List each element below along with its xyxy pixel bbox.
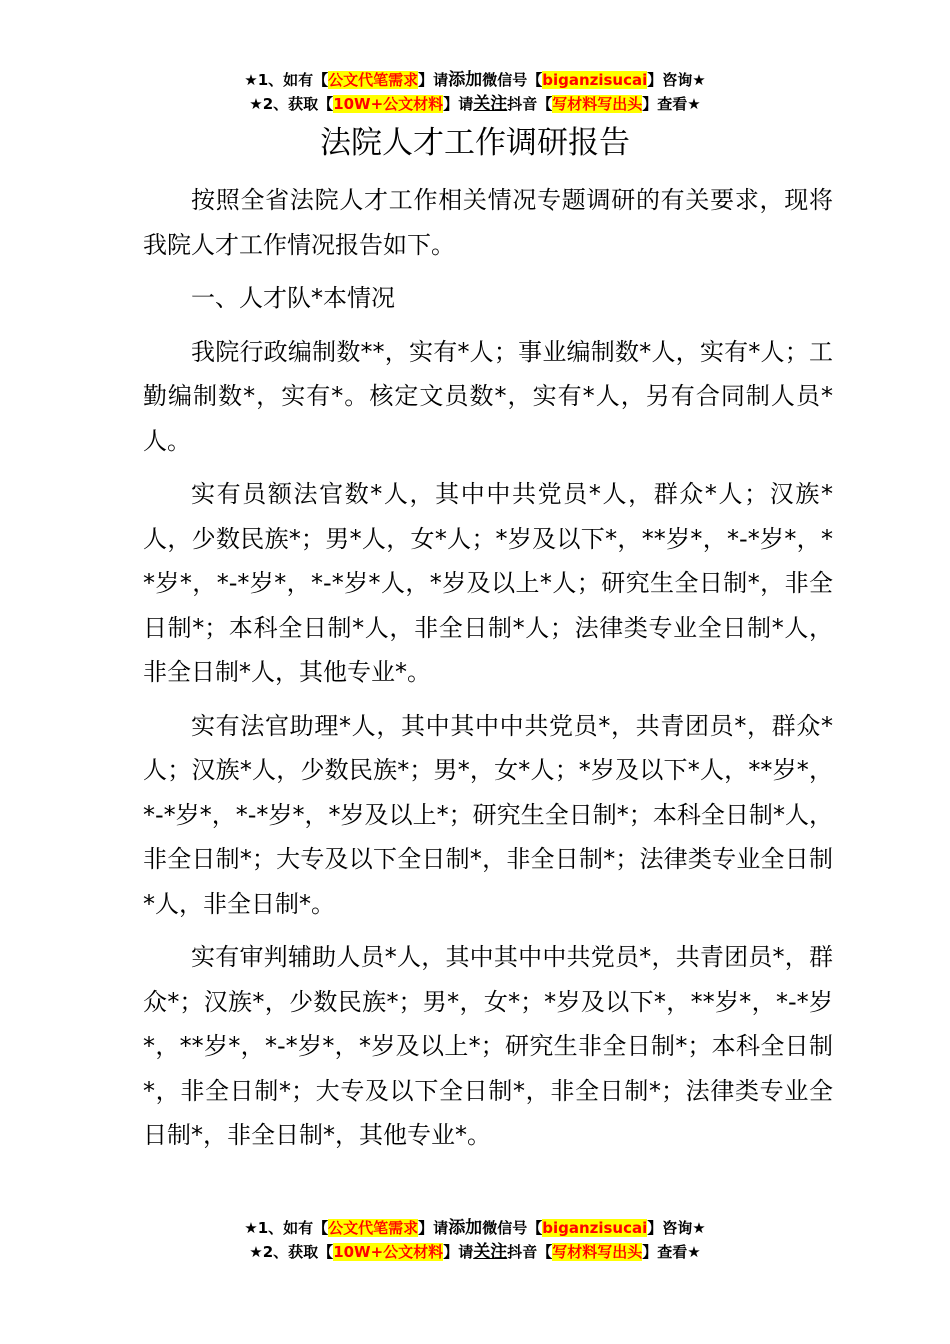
douyin-account-highlight: 写材料写出头 <box>552 1243 643 1261</box>
promo-line-1: ★1、如有【公文代笔需求】请添加微信号【biganzisucai】咨询★ <box>244 70 706 90</box>
wechat-id-highlight: biganzisucai <box>542 71 648 89</box>
footer-promo-banner <box>0 1216 950 1264</box>
paragraph-auxiliary-staff: 实有审判辅助人员*人，其中其中中共党员*，共青团员*，群众*；汉族*，少数民族*；男*，女*；*岁及以下*，**岁*，*-*岁*，**岁*，*-*岁*，*岁及以上*；研究生非全日制*；本科全日制*，非全日制*；大专及以下全日制*，非全日制*；法律类专业全日制*，非全日制*，其他专业*。 <box>143 943 833 1149</box>
header-promo-banner <box>0 68 950 116</box>
document-body <box>143 178 833 1167</box>
paragraph-intro: 按照全省法院人才工作相关情况专题调研的有关要求，现将我院人才工作情况报告如下。 <box>143 186 833 259</box>
paragraph-staffing: 我院行政编制数**，实有*人；事业编制数*人，实有*人；工勤编制数*，实有*。核定文员数*，实有*人，另有合同制人员*人。 <box>143 337 833 455</box>
wechat-id-highlight: biganzisucai <box>542 1219 648 1237</box>
promo-highlight: 公文代笔需求 <box>328 1219 419 1237</box>
promo-highlight: 10W+公文材料 <box>333 1243 444 1261</box>
document-title: 法院人才工作调研报告 <box>320 125 630 161</box>
promo-line-2: ★2、获取【10W+公文材料】请关注抖音【写材料写出头】查看★ <box>249 1242 701 1262</box>
promo-highlight: 公文代笔需求 <box>328 71 419 89</box>
promo-line-1: ★1、如有【公文代笔需求】请添加微信号【biganzisucai】咨询★ <box>244 1218 706 1238</box>
promo-line-2: ★2、获取【10W+公文材料】请关注抖音【写材料写出头】查看★ <box>249 94 701 114</box>
paragraph-judges: 实有员额法官数*人，其中中共党员*人，群众*人；汉族*人，少数民族*；男*人，女*人；*岁及以下*，**岁*，*-*岁*，**岁*，*-*岁*，*-*岁*人，*岁及以上*人；研究生全日制*，非全日制*；本科全日制*人，非全日制*人；法律类专业全日制*人，非全日制*人，其他专业*。 <box>143 480 833 686</box>
section-heading: 一、人才队*本情况 <box>191 284 395 312</box>
promo-highlight: 10W+公文材料 <box>333 95 444 113</box>
paragraph-judge-assistants: 实有法官助理*人，其中其中中共党员*，共青团员*，群众*人；汉族*人，少数民族*；男*，女*人；*岁及以下*人，**岁*，*-*岁*，*-*岁*，*岁及以上*；研究生全日制*；本科全日制*人，非全日制*；大专及以下全日制*，非全日制*；法律类专业全日制*人，非全日制*。 <box>143 711 833 918</box>
douyin-account-highlight: 写材料写出头 <box>552 95 643 113</box>
